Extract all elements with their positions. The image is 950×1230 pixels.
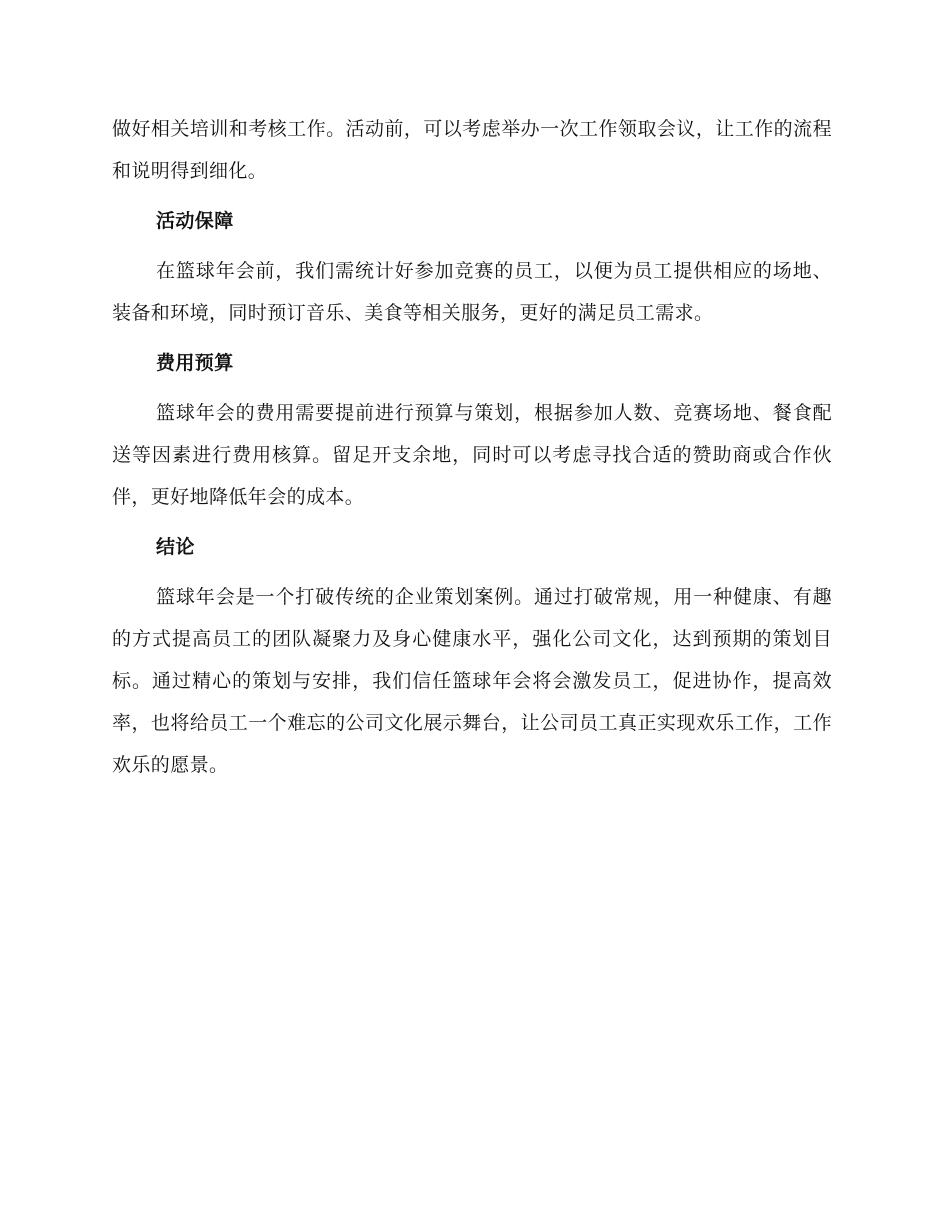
section-body-conclusion: 篮球年会是一个打破传统的企业策划案例。通过打破常规，用一种健康、有趣的方式提高员工的团队凝聚力及身心健康水平，强化公司文化，达到预期的策划目标。通过精心的策划与安排，我们信任篮球年会将会激发员工，促进协作，提高效率，也将给员工一个难忘的公司文化展示舞台，让公司员工真正实现欢乐工作，工作欢乐的愿景。: [112, 586, 832, 776]
section-heading-activity-guarantee: 活动保障: [156, 210, 234, 232]
document-content: [112, 108, 832, 786]
section-heading-conclusion: 结论: [156, 536, 195, 558]
section-heading-budget: 费用预算: [156, 352, 234, 374]
section-body-budget: 篮球年会的费用需要提前进行预算与策划，根据参加人数、竞赛场地、餐食配送等因素进行费用核算。留足开支余地，同时可以考虑寻找合适的赞助商或合作伙伴，更好地降低年会的成本。: [112, 402, 832, 508]
intro-paragraph: 做好相关培训和考核工作。活动前，可以考虑举办一次工作领取会议，让工作的流程和说明得到细化。: [112, 118, 832, 182]
section-body-activity-guarantee: 在篮球年会前，我们需统计好参加竞赛的员工，以便为员工提供相应的场地、装备和环境，同时预订音乐、美食等相关服务，更好的满足员工需求。: [112, 260, 832, 324]
